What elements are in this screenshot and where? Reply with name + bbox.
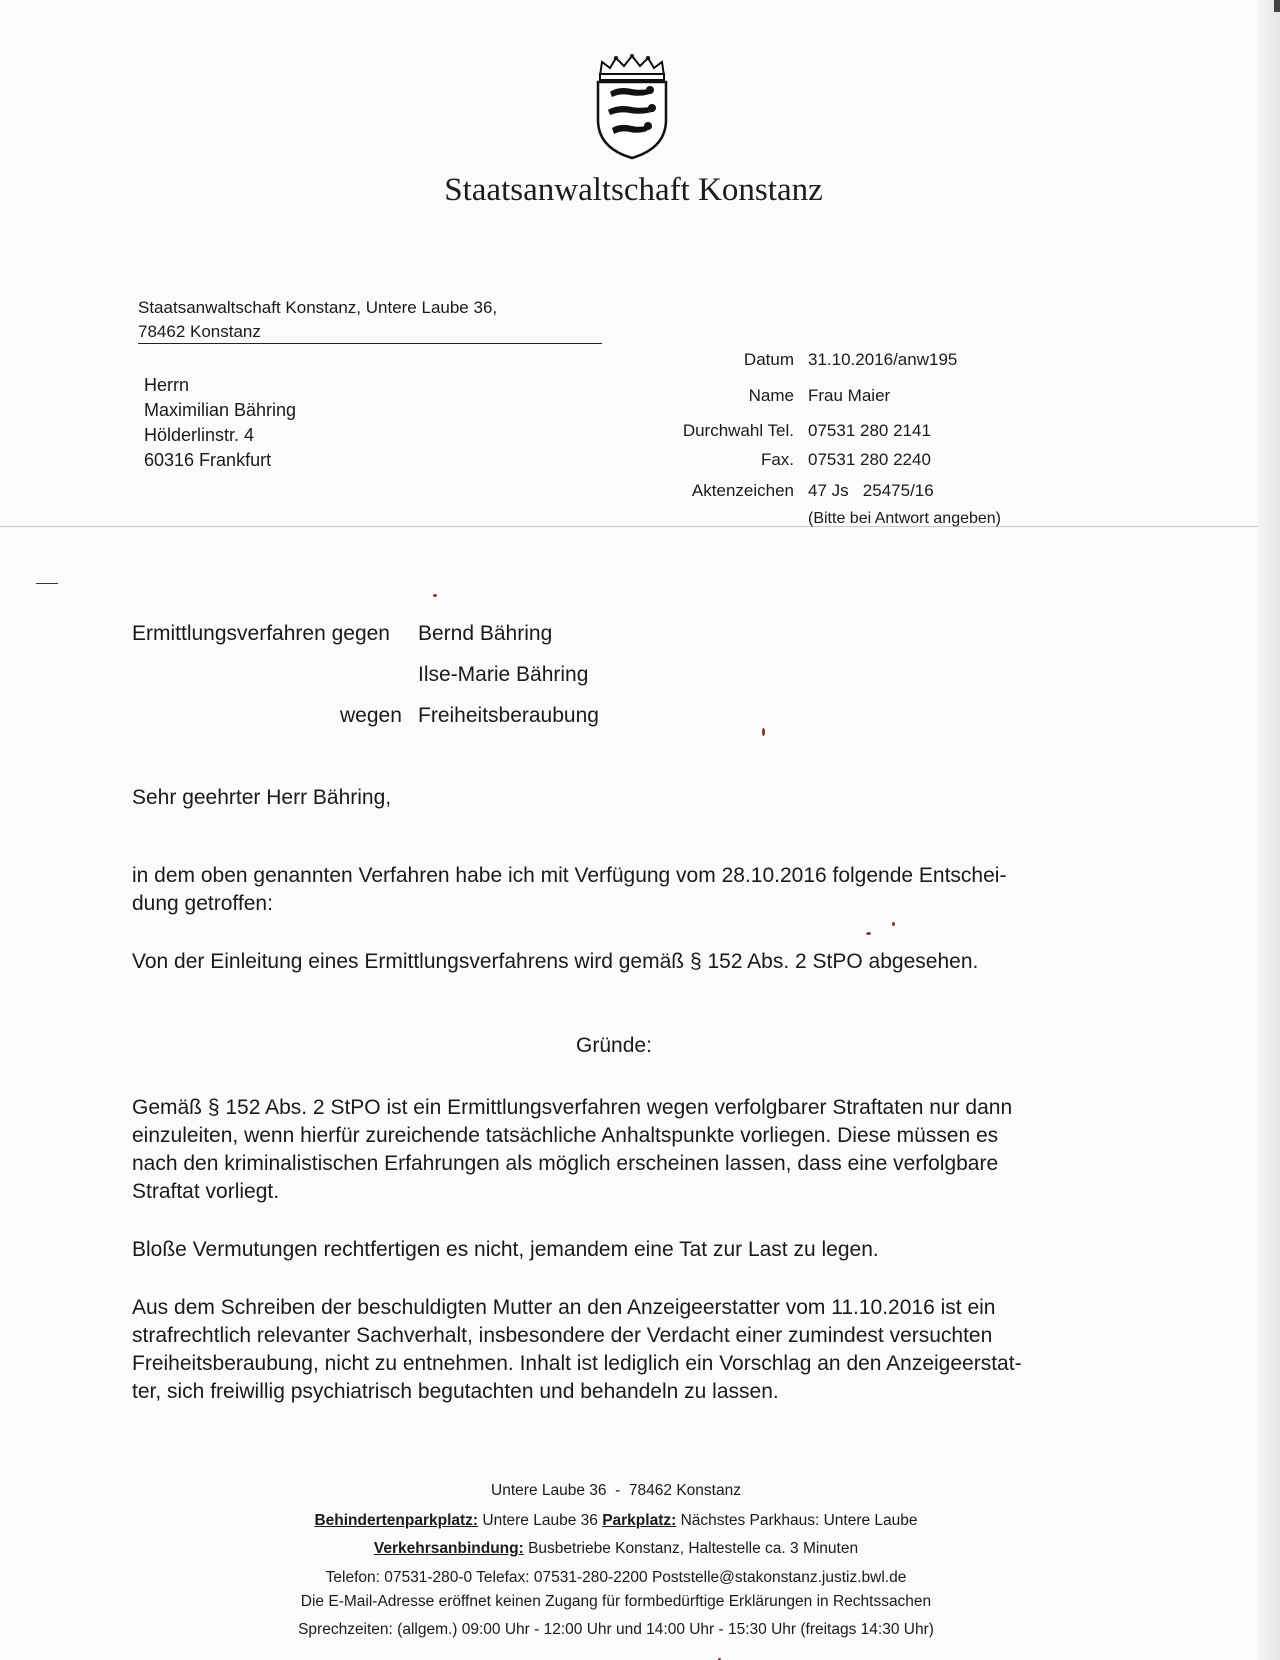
footer-parkplatz-value: Nächstes Parkhaus: Untere Laube [676,1512,918,1529]
p5-line-3: Freiheitsberaubung, nicht zu entnehmen. Inhalt ist lediglich ein Vorschlag an den Anzeigeerstat- [132,1352,1022,1375]
recipient-street: Hölderlinstr. 4 [144,425,255,445]
reasons-heading: Gründe: [576,1034,652,1057]
footer-transit-label: Verkehrsanbindung: [373,1540,524,1557]
p3-line-3: nach den kriminalistischen Erfahrungen als möglich erscheinen lassen, dass eine verfolgbare [132,1152,999,1175]
recipient-city: 60316 Frankfurt [144,450,272,470]
meta-tel-value: 07531 280 2141 [808,421,931,440]
subject-label-because: wegen [340,704,402,727]
coat-of-arms-icon [592,54,672,160]
p3-line-4: Straftat vorliegt. [132,1180,280,1203]
p5-line-2: strafrechtlich relevanter Sachverhalt, insbesondere der Verdacht einer zumindest versuchten [132,1324,993,1347]
p3-line-2: einzuleiten, wenn hierfür zureichende tatsächliche Anhaltspunkte vorliegen. Diese müssen es [132,1124,999,1147]
sender-address [138,296,497,344]
footer-parking [0,1512,1232,1530]
footer-address: Untere Laube 36 - 78462 Konstanz [491,1482,741,1499]
meta-aktenzeichen-label: Aktenzeichen [691,481,794,500]
fold-line [0,526,1258,527]
subject-person-2: Ilse-Marie Bähring [418,663,589,686]
authority-title: Staatsanwaltschaft Konstanz [444,172,823,208]
paragraph-suspicion: Bloße Vermutungen rechtfertigen es nicht, jemandem eine Tat zur Last zu legen. [132,1238,879,1261]
meta-name-value: Frau Maier [808,386,891,405]
letter-salutation: Sehr geehrter Herr Bähring, [132,786,392,809]
paragraph-decision-intro [132,862,1092,918]
meta-name-label: Name [748,386,794,405]
meta-aktenzeichen-hint: (Bitte bei Antwort angeben) [808,510,1002,527]
page-edge [1258,0,1280,1660]
subject-label-proceedings: Ermittlungsverfahren gegen [132,622,390,645]
sender-underline [138,343,602,344]
footer-email-note: Die E-Mail-Adresse eröffnet keinen Zugang für formbedürftige Erklärungen in Rechtssachen [300,1593,932,1610]
meta-datum-label: Datum [743,350,794,369]
p1-line-2: dung getroffen: [132,892,273,915]
sender-line-2: 78462 Konstanz [138,322,261,341]
footer-parking-value: Untere Laube 36 [478,1512,603,1529]
subject-offense: Freiheitsberaubung [418,704,599,727]
meta-aktenzeichen-value: 47 Js 25475/16 [808,481,934,500]
footer-parking-label: Behindertenparkplatz: [314,1512,479,1529]
recipient-address [144,373,296,473]
paragraph-legal-basis [132,1094,1092,1206]
recipient-salutation: Herrn [144,375,190,395]
p5-line-4: ter, sich freiwillig psychiatrisch begutachten und behandeln zu lassen. [132,1380,779,1403]
p3-line-1: Gemäß § 152 Abs. 2 StPO ist ein Ermittlungsverfahren wegen verfolgbarer Straftaten nur dann [132,1096,1013,1119]
scan-speck [433,594,437,597]
footer-transit [0,1540,1232,1558]
scan-speck [892,922,895,926]
paragraph-decision: Von der Einleitung eines Ermittlungsverfahrens wird gemäß § 152 Abs. 2 StPO abgesehen. [132,950,979,973]
meta-fax-value: 07531 280 2240 [808,450,931,469]
p1-line-1: in dem oben genannten Verfahren habe ich mit Verfügung vom 28.10.2016 folgende Entschei- [132,864,1007,887]
sender-line-1: Staatsanwaltschaft Konstanz, Untere Laube 36, [138,298,498,317]
footer-parkplatz-label: Parkplatz: [602,1512,677,1529]
footer-transit-value: Busbetriebe Konstanz, Haltestelle ca. 3 Minuten [523,1540,859,1557]
subject-person-1: Bernd Bähring [418,622,553,645]
recipient-name: Maximilian Bähring [144,400,297,420]
paragraph-letter-content [132,1294,1092,1406]
fold-mark [36,583,58,584]
scan-speck [762,728,765,736]
page-corner-mark [1274,0,1280,12]
footer-contact: Telefon: 07531-280-0 Telefax: 07531-280-2200 Poststelle@stakonstanz.justiz.bwl.de [325,1569,907,1586]
scan-speck [866,932,871,935]
meta-tel-label: Durchwahl Tel. [682,421,794,440]
meta-datum-value: 31.10.2016/anw195 [808,350,958,369]
meta-fax-label: Fax. [760,450,794,469]
p5-line-1: Aus dem Schreiben der beschuldigten Mutter an den Anzeigeerstatter vom 11.10.2016 ist ein [132,1296,996,1319]
footer-hours: Sprechzeiten: (allgem.) 09:00 Uhr - 12:00 Uhr und 14:00 Uhr - 15:30 Uhr (freitags 14:30 Uhr) [298,1621,934,1638]
